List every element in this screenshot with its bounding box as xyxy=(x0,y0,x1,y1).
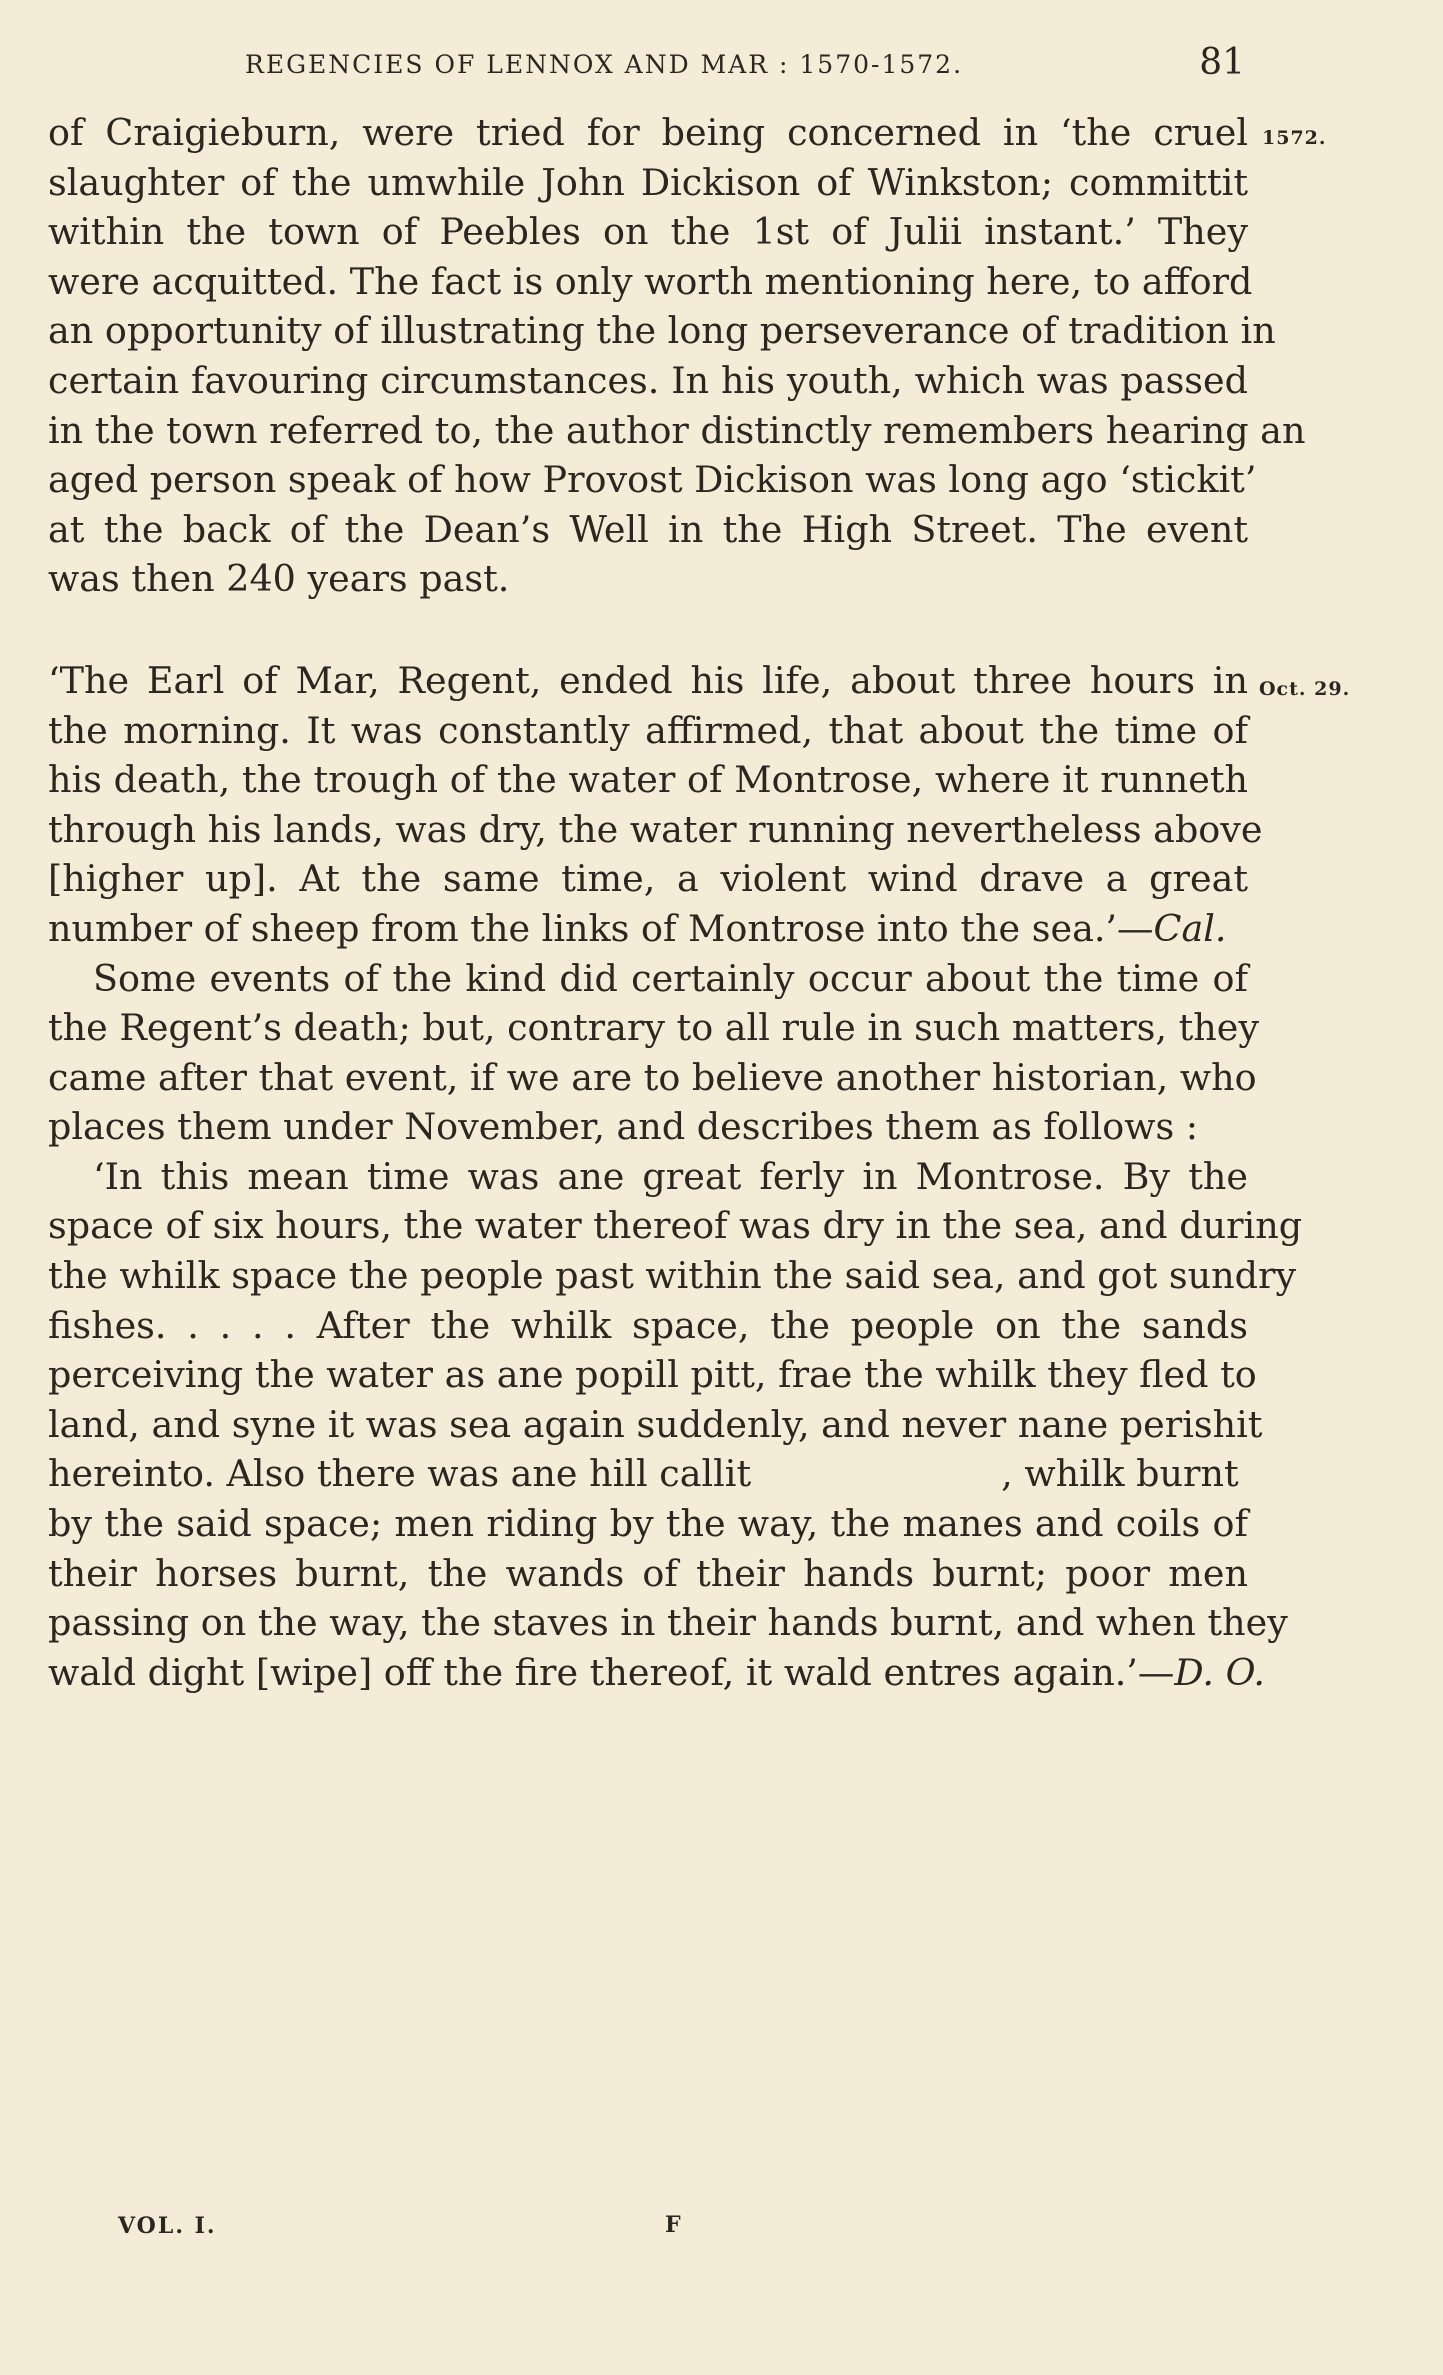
text-line: an opportunity of illustrating the long perseverance of tradition in xyxy=(48,309,1276,353)
text-line: within the town of Peebles on the 1st of Julii instant.’ They xyxy=(48,210,1248,254)
margin-note-date: Oct. 29. xyxy=(1259,678,1351,700)
text-line: certain favouring circumstances. In his youth, which was passed xyxy=(48,358,1248,402)
text-line: ‘In this mean time was ane great ferly in Montrose. By the xyxy=(93,1154,1248,1198)
text-line: came after that event, if we are to believe another historian, who xyxy=(48,1055,1257,1099)
text-line: land, and syne it was sea again suddenly, and never nane perishit xyxy=(48,1402,1263,1446)
text-line: perceiving the water as ane popill pitt, frae the whilk they fled to xyxy=(48,1353,1257,1397)
text-line: [higher up]. At the same time, a violent wind drave a great xyxy=(48,857,1248,901)
quote-text: wald dight [wipe] off the fire thereof, it wald entres again.’— xyxy=(48,1650,1175,1694)
paragraph-3 xyxy=(48,954,1260,1152)
text-line xyxy=(48,1648,1265,1698)
page-header xyxy=(245,40,1245,83)
source-citation: D. O. xyxy=(1174,1650,1265,1694)
quote-text: number of sheep from the links of Montrose into the sea.’— xyxy=(48,906,1154,950)
footer-volume: VOL. I. xyxy=(118,2213,217,2239)
text-line: through his lands, was dry, the water running nevertheless above xyxy=(48,807,1263,851)
source-citation: Cal. xyxy=(1153,906,1227,950)
margin-note-year: 1572. xyxy=(1262,127,1327,149)
text-line: the morning. It was constantly affirmed, that about the time of xyxy=(48,708,1248,752)
text-line: by the said space; men riding by the way, the manes and coils of xyxy=(48,1502,1248,1546)
text-line: in the town referred to, the author distinctly remembers hearing an xyxy=(48,408,1306,452)
text-line: the whilk space the people past within the said sea, and got sundry xyxy=(48,1254,1297,1298)
text-line xyxy=(48,1449,1248,1499)
text-line: his death, the trough of the water of Montrose, where it runneth xyxy=(48,758,1248,802)
paragraph-gap xyxy=(48,604,1248,656)
text-line: was then 240 years past. xyxy=(48,557,510,601)
running-head: REGENCIES OF LENNOX AND MAR : 1570-1572. xyxy=(245,50,964,79)
page-number: 81 xyxy=(1199,42,1245,83)
text-line: at the back of the Dean’s Well in the High Street. The event xyxy=(48,507,1248,551)
paragraph-4 xyxy=(48,1152,1303,1698)
text-line: passing on the way, the staves in their hands burnt, and when they xyxy=(48,1601,1288,1645)
text-line: aged person speak of how Provost Dickison was long ago ‘stickit’ xyxy=(48,458,1257,502)
text-line: places them under November, and describes them as follows : xyxy=(48,1105,1199,1149)
text-line xyxy=(48,904,1248,954)
text-line: fishes. . . . . After the whilk space, the people on the sands xyxy=(48,1303,1248,1347)
text-line: Some events of the kind did certainly occur about the time of xyxy=(93,956,1248,1000)
paragraph-2 xyxy=(48,656,1263,954)
text-line: space of six hours, the water thereof was dry in the sea, and during xyxy=(48,1204,1303,1248)
text-line: the Regent’s death; but, contrary to all rule in such matters, they xyxy=(48,1006,1260,1050)
text-after-blank: , whilk burnt xyxy=(1001,1452,1239,1496)
text-line: ‘The Earl of Mar, Regent, ended his life, about three hours in xyxy=(48,658,1248,702)
text-line: slaughter of the umwhile John Dickison of Winkston; committit xyxy=(48,160,1248,204)
footer-signature: F xyxy=(665,2212,681,2238)
text-line: of Craigieburn, were tried for being concerned in ‘the cruel xyxy=(48,111,1248,154)
text-before-blank: hereinto. Also there was ane hill callit xyxy=(48,1452,752,1496)
text-line: were acquitted. The fact is only worth mentioning here, to afford xyxy=(48,259,1253,303)
text-line: their horses burnt, the wands of their hands burnt; poor men xyxy=(48,1551,1248,1595)
